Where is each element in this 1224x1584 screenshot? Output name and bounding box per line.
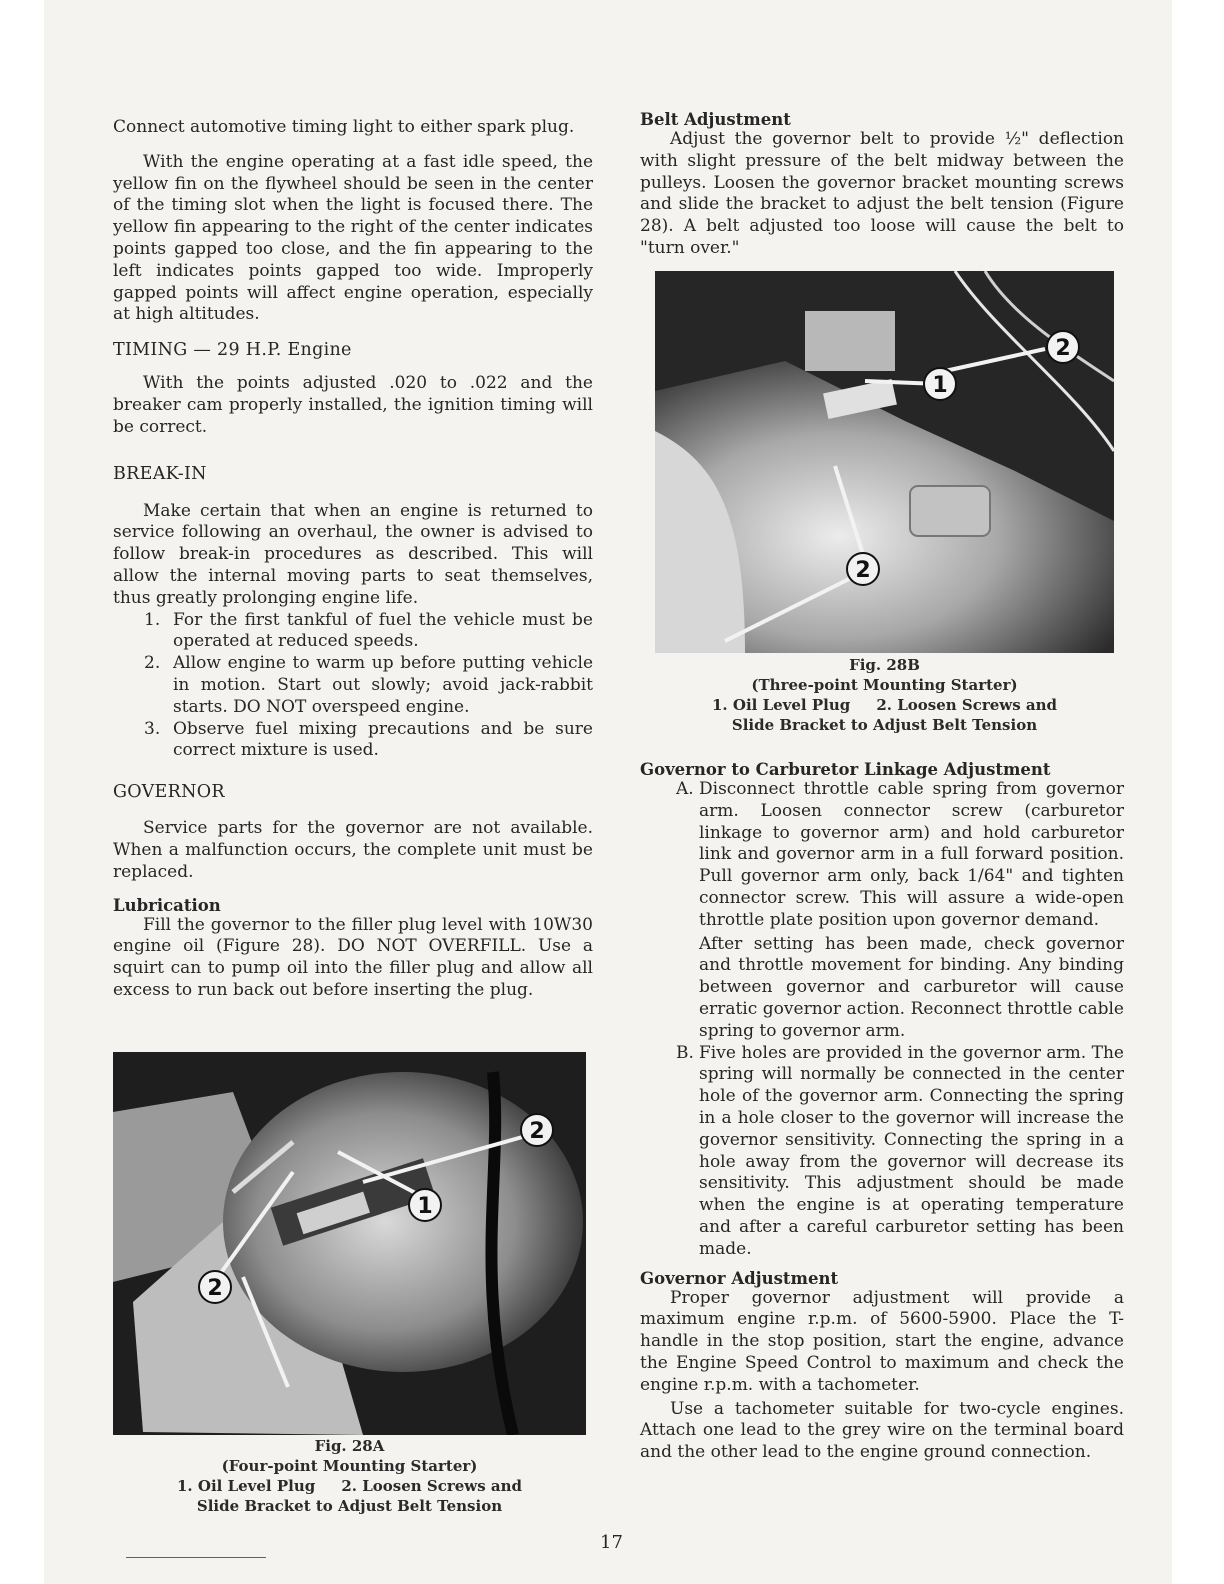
callout-2-badge [847, 553, 879, 585]
timing-light-paragraph: Connect automotive timing light to either spark plug. [113, 117, 575, 137]
right-column-bottom [640, 760, 1124, 1464]
belt-adjustment-paragraph: Adjust the governor belt to provide ½" deflection with slight pressure of the belt midway between the pulleys. Loosen the governor bracket mounting screws and slide the bracket to adjust the belt tension (Figure 28). A belt adjusted too loose will cause the belt to "turn over." [640, 129, 1124, 258]
callout-2-label: 2 [1055, 336, 1071, 361]
list-item: B. Five holes are provided in the governor arm. The spring will normally be connected in the center hole of the governor arm. Connecting the spring in a hole closer to the governor will increase the governor sensitivity. Connecting the spring in a hole away from the governor will decrease its sensitivity. This adjustment should be made when the engine is at operating temperature and after a careful carburetor setting has been made. [676, 1042, 1124, 1259]
figure-title: Fig. 28A [314, 1437, 385, 1455]
scan-margin-left [0, 0, 44, 1584]
figure-subtitle: (Three-point Mounting Starter) [751, 676, 1018, 694]
tachometer-paragraph: Use a tachometer suitable for two-cycle engines. Attach one lead to the grey wire on the terminal board and the other lead to the engine ground connection. [640, 1398, 1124, 1463]
engine-photo-28a [113, 1052, 586, 1435]
governor-paragraph: Service parts for the governor are not available. When a malfunction occurs, the complete unit must be replaced. [113, 818, 593, 882]
break-in-list [113, 610, 593, 763]
break-in-heading: BREAK-IN [113, 463, 207, 484]
governor-heading: GOVERNOR [113, 782, 225, 803]
scan-margin-right [1172, 0, 1224, 1584]
linkage-heading: Governor to Carburetor Linkage Adjustment [640, 760, 1051, 779]
callout-1-badge [409, 1189, 441, 1221]
callout-1-label: 1 [417, 1194, 433, 1219]
lubrication-heading: Lubrication [113, 895, 221, 915]
list-item-note: After setting has been made, check governor and throttle movement for binding. Any binding between governor and carburetor will cause erratic governor action. Reconnect throttle cable spring to governor arm. [699, 933, 1124, 1041]
callout-2-label: 2 [207, 1276, 223, 1301]
figure-title: Fig. 28B [849, 656, 920, 674]
fast-idle-paragraph: With the engine operating at a fast idle speed, the yellow fin on the flywheel should be seen in the center of the timing slot when the light is focused there. The yellow fin appearing to the right of the center indicates points gapped too close, and the fin appearing to the left indicates points gapped too wide. Improperly gapped points will affect engine operation, especially at high altitudes. [113, 151, 593, 325]
callout-1-label: 1 [932, 373, 948, 398]
callout-2-badge [521, 1114, 553, 1146]
figure-28b-photo [655, 271, 1114, 653]
timing-heading: TIMING — 29 H.P. Engine [113, 340, 352, 361]
lubrication-paragraph: Fill the governor to the filler plug level with 10W30 engine oil (Figure 28). DO NOT OVERFILL. Use a squirt can to pump oil into the filler plug and allow all excess to run back out before inserting the plug. [113, 914, 593, 1000]
callout-2-label: 2 [529, 1119, 545, 1144]
right-column-top [640, 110, 1124, 260]
figure-subtitle: (Four-point Mounting Starter) [221, 1457, 478, 1475]
timing-paragraph: With the points adjusted .020 to .022 and the breaker cam properly installed, the ignition timing will be correct. [113, 373, 593, 437]
list-item: 3. Observe fuel mixing precautions and be sure correct mixture is used. [144, 718, 593, 761]
break-in-paragraph: Make certain that when an engine is returned to service following an overhaul, the owner is advised to follow break-in procedures as described. This will allow the internal moving parts to seat themselves, thus greatly prolonging engine life. [113, 500, 593, 608]
figure-legend-line: 1. Oil Level Plug 2. Loosen Screws and [712, 696, 1057, 714]
underline-mark [126, 1557, 266, 1558]
callout-2-badge [199, 1271, 231, 1303]
figure-legend-line: Slide Bracket to Adjust Belt Tension [731, 716, 1038, 734]
figure-28a-photo [113, 1052, 586, 1435]
callout-1-badge [924, 368, 956, 400]
callout-2-label: 2 [855, 558, 871, 583]
governor-adjustment-heading: Governor Adjustment [640, 1268, 839, 1288]
list-item: A. Disconnect throttle cable spring from governor arm. Loosen connector screw (carburetor linkage to governor arm) and hold carburetor link and governor arm in a full forward position. Pull governor arm only, back 1/64" and tighten connector screw. This will assure a wide-open throttle plate position upon governor demand. After setting has been made, check governor and throttle movement for binding. Any binding between governor and carburetor will cause erratic governor action. Reconnect throttle cable spring to governor arm. [676, 779, 1124, 1041]
left-column [113, 112, 593, 1002]
figure-legend-line: 1. Oil Level Plug 2. Loosen Screws and [177, 1477, 522, 1495]
linkage-list [640, 779, 1124, 1261]
engine-photo-28b [655, 271, 1114, 653]
governor-adjustment-paragraph: Proper governor adjustment will provide a maximum engine r.p.m. of 5600-5900. Place the T-handle in the stop position, start the engine, advance the Engine Speed Control to maximum and check the engine r.p.m. with a tachometer. [640, 1287, 1124, 1395]
list-item: 1. For the first tankful of fuel the vehicle must be operated at reduced speeds. [144, 609, 593, 652]
belt-adjustment-heading: Belt Adjustment [640, 110, 791, 129]
figure-legend-line: Slide Bracket to Adjust Belt Tension [196, 1497, 503, 1515]
list-item: 2. Allow engine to warm up before putting vehicle in motion. Start out slowly; avoid jack-rabbit starts. DO NOT overspeed engine. [144, 653, 593, 717]
page-number: 17 [600, 1532, 623, 1553]
callout-2-badge [1047, 331, 1079, 363]
figure-28a-caption [113, 1436, 586, 1516]
figure-28b-caption [655, 655, 1114, 735]
